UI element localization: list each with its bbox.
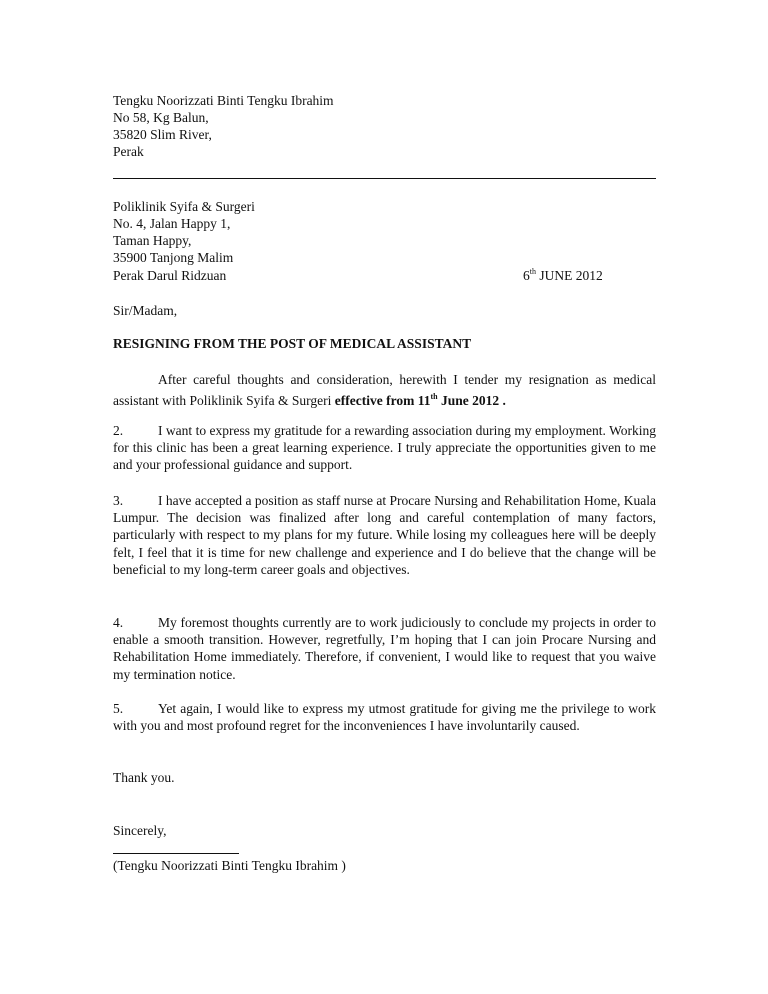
subject-heading: RESIGNING FROM THE POST OF MEDICAL ASSISTANT bbox=[113, 336, 472, 351]
letter-date bbox=[523, 267, 603, 284]
paragraph-5-number: 5. bbox=[113, 701, 124, 716]
paragraph-1 bbox=[113, 371, 656, 409]
paragraph-2-text: I want to express my gratitude for a rewarding association during my employment. Working for this clinic has been a great learning experience. I truly appreciate the opportunities given to me and your professional guidance and support. bbox=[113, 423, 656, 473]
thanks-line: Thank you. bbox=[113, 770, 175, 785]
paragraph-1-bold-prefix: effective from 11 bbox=[334, 393, 431, 409]
paragraph-2-number: 2. bbox=[113, 423, 124, 438]
paragraph-3 bbox=[113, 492, 656, 578]
sender-name: Tengku Noorizzati Binti Tengku Ibrahim bbox=[113, 93, 334, 108]
recipient-state: Perak Darul Ridzuan bbox=[113, 268, 227, 283]
recipient-address-line1: No. 4, Jalan Happy 1, bbox=[113, 216, 231, 231]
date-rest: JUNE 2012 bbox=[535, 268, 603, 283]
paragraph-1-effective-date bbox=[335, 393, 506, 408]
header-divider bbox=[113, 178, 656, 179]
paragraph-4 bbox=[113, 614, 656, 683]
signature-line bbox=[113, 853, 239, 854]
date-suffix: th bbox=[529, 267, 536, 276]
sender-address-line2: 35820 Slim River, bbox=[113, 127, 212, 142]
closing-line: Sincerely, bbox=[113, 823, 167, 838]
salutation: Sir/Madam, bbox=[113, 303, 178, 318]
sender-address-line1: No 58, Kg Balun, bbox=[113, 110, 209, 125]
paragraph-3-text: I have accepted a position as staff nurse at Procare Nursing and Rehabilitation Home, Kuala Lumpur. The decision was finalized after long and careful contemplation of many factors, particularly with respect to my plans for my future. While losing my colleagues here will be deeply felt, I feel that it is time for new challenge and experience and I do believe that the change will be beneficial to my long-term career goals and objectives. bbox=[113, 493, 656, 577]
signature-name: (Tengku Noorizzati Binti Tengku Ibrahim ) bbox=[113, 858, 346, 873]
paragraph-4-text: My foremost thoughts currently are to work judiciously to conclude my projects in order to enable a smooth transition. However, regretfully, I’m hoping that I can join Procare Nursing and Rehabilitation Home immediately. Therefore, if convenient, I would like to request that you waive my termination notice. bbox=[113, 615, 656, 682]
paragraph-3-number: 3. bbox=[113, 493, 124, 508]
paragraph-1-text: After careful thoughts and consideration, herewith I tender my resignation as medical assistant with Poliklinik Syifa & Surgeri bbox=[113, 372, 656, 409]
paragraph-1-bold-rest: June 2012 . bbox=[437, 393, 506, 409]
recipient-address-line3: 35900 Tanjong Malim bbox=[113, 250, 234, 265]
paragraph-2 bbox=[113, 422, 656, 474]
date-day: 6 bbox=[523, 268, 530, 283]
paragraph-5-text: Yet again, I would like to express my utmost gratitude for giving me the privilege to work with you and most profound regret for the inconveniences I have involuntarily caused. bbox=[113, 701, 656, 734]
sender-state: Perak bbox=[113, 144, 144, 159]
paragraph-1-bold-sup: th bbox=[430, 392, 438, 402]
recipient-address-line2: Taman Happy, bbox=[113, 233, 192, 248]
paragraph-5 bbox=[113, 700, 656, 734]
paragraph-4-number: 4. bbox=[113, 615, 124, 630]
recipient-name: Poliklinik Syifa & Surgeri bbox=[113, 199, 255, 214]
